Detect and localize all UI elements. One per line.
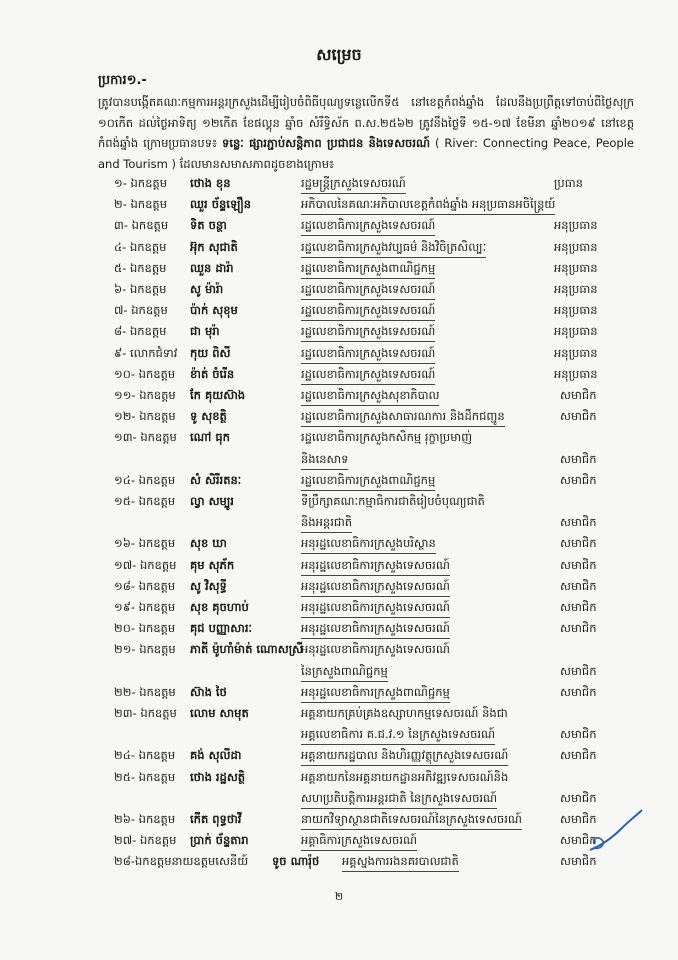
member-row	[0, 685, 678, 706]
member-role: សមាជិក	[560, 812, 597, 826]
member-position: រដ្ឋលេខាធិការក្រសួងសុខាភិបាល	[301, 388, 439, 406]
member-name: អ៊ុក សុជាតិ	[190, 239, 238, 254]
member-prefix: ១៧- ឯកឧត្តម	[114, 557, 177, 572]
member-row	[0, 388, 678, 409]
member-position: រដ្ឋលេខាធិការក្រសួងទេសចរណ៍	[301, 303, 435, 321]
member-name: ប្រាក់ ច័ន្ទតារា	[190, 833, 249, 848]
member-position: អគ្គនាយកគ្រប់គ្រងឧស្សាហកម្មទេសចរណ៍ និងជា	[301, 706, 508, 720]
member-row	[0, 494, 678, 536]
member-prefix: ២២- ឯកឧត្តម	[114, 684, 176, 699]
member-position: រដ្ឋលេខាធិការក្រសួងកសិកម្ម រុក្ខាប្រមាញ់	[301, 430, 473, 445]
member-prefix: ១២- ឯកឧត្តម	[114, 409, 176, 424]
member-name: ទិត ចន្ថា	[190, 218, 227, 233]
member-role: សមាជិក	[560, 663, 597, 678]
member-position: នាយកវិទ្យាស្ថានជាតិទេសចរណ៍នៃក្រសួងទេសចរណ៍	[301, 812, 522, 830]
member-role: សមាជិក	[560, 536, 597, 551]
member-role: សមាជិក	[560, 557, 597, 572]
paragraph-theme-english: ( River: Connecting Peace, People and Tourism )	[98, 136, 634, 171]
member-role: សមាជិក	[560, 684, 597, 699]
member-row	[0, 558, 678, 579]
member-row	[0, 430, 678, 472]
paragraph-text-start: ត្រូវបានបង្កើតគណៈកម្មការអន្តរក្រសួងដើម្បីរៀបចំពិធីបុណ្យទន្លេលើកទី៥ នៅខេត្តកំពង់ឆ្នាំង ដែលនឹងប្រព្រឹត្តទៅចាប់ពីថ្ងៃសុក្រ ១០កើត ដល់ថ្ងៃអាទិត្យ ១២កើត ខែផល្គុន ឆ្នាំច សំរឹទ្ធិស័ក ព.ស.២៥៦២ ត្រូវនឹងថ្ងៃទី ១៥-១៧ ខែមីនា ឆ្នាំ២០១៩ នៅខេត្តកំពង់ឆ្នាំង ក្រោមប្រធានបទ៖	[98, 95, 634, 150]
member-prefix: ២- ឯកឧត្តម	[114, 197, 168, 212]
member-row	[0, 536, 678, 557]
member-role: សមាជិក	[560, 515, 597, 530]
member-prefix: ១៣- ឯកឧត្តម	[114, 430, 177, 445]
member-prefix: ២៦- ឯកឧត្តម	[114, 812, 176, 826]
member-role: សមាជិក	[560, 388, 597, 402]
member-row	[0, 282, 678, 303]
member-prefix: ២៨-ឯកឧត្តមនាយឧត្តមសេនីយ៍	[114, 854, 249, 869]
member-prefix: ៣- ឯកឧត្តម	[114, 218, 169, 233]
member-name: ណៅ ធុក	[190, 430, 230, 445]
member-position: អនុរដ្ឋលេខាធិការក្រសួងទេសចរណ៍	[301, 642, 450, 657]
member-name: ប៉ាក់ សុខុម	[190, 303, 238, 318]
member-name: ទូ សុខត្ថិ	[190, 409, 227, 424]
member-name: កែ គុយស៊ាង	[190, 388, 246, 402]
paragraph-text-end: ដែលមានសមាសភាពដូចខាងក្រោម៖	[179, 156, 335, 171]
member-position: សហប្រតិបត្តិការអន្តរជាតិ នៃក្រសួងទេសចរណ៍	[301, 791, 497, 809]
member-row	[0, 346, 678, 367]
member-prefix: ១៨- ឯកឧត្តម	[114, 578, 176, 593]
member-position: អនុរដ្ឋលេខាធិការក្រសួងបរិស្ថាន	[301, 536, 436, 554]
member-position: អគ្គាធិការក្រសួងទេសចរណ៍	[301, 833, 417, 851]
member-prefix: ១- ឯកឧត្តម	[114, 176, 168, 190]
member-position: រដ្ឋលេខាធិការក្រសួងទេសចរណ៍	[301, 282, 435, 300]
member-name: សូ វិសុទ្ធី	[190, 578, 227, 593]
paragraph-theme-khmer: ទន្លេៈ ផ្សារភ្ជាប់សន្តិភាព ប្រជាជន និងទេសចរណ៍	[222, 136, 431, 150]
member-position: រដ្ឋលេខាធិការក្រសួងសាធារណការ និងដឹកជញ្ជូន	[301, 409, 505, 427]
member-prefix: ២៧- ឯកឧត្តម	[114, 833, 177, 848]
member-position: នៃក្រសួងពាណិជ្ជកម្ម	[301, 664, 388, 682]
member-row	[0, 812, 678, 833]
member-row	[0, 642, 678, 684]
member-role: សមាជិក	[560, 854, 597, 869]
member-row	[0, 621, 678, 642]
member-name: ឈួន ដារ៉ា	[190, 260, 234, 275]
member-prefix: ២៥- ឯកឧត្តម	[114, 769, 176, 784]
member-position: អនុរដ្ឋលេខាធិការក្រសួងទេសចរណ៍	[301, 600, 450, 618]
member-role: សមាជិក	[560, 833, 597, 848]
member-role: សមាជិក	[560, 578, 597, 593]
member-row	[0, 261, 678, 282]
member-row	[0, 748, 678, 769]
member-name: ថោង ខុន	[190, 176, 231, 190]
member-position: អភិបាលនៃគណៈអភិបាលខេត្តកំពង់ឆ្នាំង អនុប្រធានអចិន្ត្រៃយ៍	[301, 197, 555, 215]
member-prefix: ៧- ឯកឧត្តម	[114, 303, 168, 318]
member-position: អគ្គនាយករដ្ឋបាល និងហិរញ្ញវត្ថុក្រសួងទេសចរណ៍	[301, 748, 508, 766]
member-prefix: ២៣- ឯកឧត្តម	[114, 706, 177, 720]
member-row	[0, 770, 678, 812]
member-row	[0, 218, 678, 239]
member-role: អនុប្រធាន	[554, 345, 598, 360]
member-name: ជា មុរ៉ា	[190, 324, 220, 339]
member-position: អនុរដ្ឋលេខាធិការក្រសួងទេសចរណ៍	[301, 621, 450, 639]
member-position: អនុរដ្ឋលេខាធិការក្រសួងទេសចរណ៍	[301, 579, 450, 597]
member-name: ថោង រដ្ឋសត្ថិ	[190, 769, 246, 784]
signature-mark	[586, 806, 646, 856]
member-row	[0, 600, 678, 621]
member-name: គង់ សុលីដា	[190, 748, 242, 763]
member-prefix: ២១- ឯកឧត្តម	[114, 642, 176, 657]
member-position: រដ្ឋលេខាធិការក្រសួងពាណិជ្ជកម្ម	[301, 473, 435, 491]
member-role: អនុប្រធាន	[554, 218, 598, 233]
member-prefix: ១១- ឯកឧត្តម	[114, 388, 176, 402]
member-role: អនុប្រធាន	[554, 282, 598, 296]
intro-paragraph	[98, 92, 634, 174]
member-position: អនុរដ្ឋលេខាធិការក្រសួងទេសចរណ៍	[301, 558, 450, 576]
member-prefix: ៩- លោកជំទាវ	[114, 345, 178, 360]
member-row	[0, 833, 678, 854]
article-label: ប្រការ១.-	[98, 73, 147, 88]
member-prefix: ១៦- ឯកឧត្តម	[114, 536, 176, 551]
member-row	[0, 240, 678, 261]
member-prefix: ១៩- ឯកឧត្តម	[114, 600, 176, 614]
member-role: សមាជិក	[560, 621, 597, 636]
member-prefix: ២៤- ឯកឧត្តម	[114, 748, 176, 763]
member-row	[0, 854, 678, 875]
member-position: អគ្គស្នងការរងនគរបាលជាតិ	[342, 854, 459, 872]
member-position: រដ្ឋលេខាធិការក្រសួងវប្បធម៌ និងវិចិត្រសិល្បៈ	[301, 240, 486, 258]
member-prefix: ១៥- ឯកឧត្តម	[114, 494, 176, 508]
member-name: កុយ ពិសី	[190, 345, 231, 360]
member-name: គុជ បញ្ញាសារៈ	[190, 621, 253, 636]
member-name: ឈួរ ច័ន្ទឡឿន	[190, 197, 252, 212]
member-row	[0, 197, 678, 218]
member-role: សមាជិក	[560, 748, 597, 763]
member-role: សមាជិក	[560, 790, 597, 805]
member-row	[0, 706, 678, 748]
member-name: គុម សុភ័ក	[190, 557, 235, 572]
member-role: សមាជិក	[560, 409, 597, 424]
member-prefix: ៨- ឯកឧត្តម	[114, 324, 167, 339]
member-role: សមាជិក	[560, 600, 597, 614]
member-prefix: ១៤- ឯកឧត្តម	[114, 472, 176, 487]
member-position: អគ្គនាយកនៃអគ្គនាយកដ្ឋានអភិវឌ្ឍទេសចរណ៍និង	[301, 769, 509, 784]
member-position: និងនេសាទ	[301, 452, 348, 470]
member-name: សូ ម៉ារ៉ា	[190, 282, 224, 296]
member-prefix: ១០- ឯកឧត្តម	[114, 366, 176, 381]
member-prefix: ២០- ឯកឧត្តម	[114, 621, 176, 636]
member-name: លោម សាមុត	[190, 706, 249, 720]
member-prefix: ៥- ឯកឧត្តម	[114, 260, 167, 275]
member-name: សុខ ឃា	[190, 536, 227, 551]
member-row	[0, 367, 678, 388]
member-row	[0, 409, 678, 430]
member-name: ទូច ណារ៉ុថ	[272, 854, 320, 869]
member-row	[0, 324, 678, 345]
member-position: រដ្ឋលេខាធិការក្រសួងទេសចរណ៍	[301, 346, 435, 364]
member-role: អនុប្រធាន	[554, 366, 598, 381]
member-name: កើត ពុទ្ធថាវី	[190, 812, 242, 826]
member-name: ភាតី ម៉ូហាំម៉ាត់ ណោសស្រី	[190, 642, 304, 657]
member-prefix: ៤- ឯកឧត្តម	[114, 239, 167, 254]
member-name: សំ សិរីរតនៈ	[190, 472, 242, 487]
page-number: ២	[334, 890, 344, 903]
member-position: អគ្គលេខាធិការ គ.ជ.វ.១ នៃក្រសួងទេសចរណ៍	[301, 727, 495, 745]
member-name: ខ៉ាត់ ចំរើន	[190, 366, 235, 381]
member-role: សមាជិក	[560, 472, 597, 487]
member-position: រដ្ឋលេខាធិការក្រសួងទេសចរណ៍	[301, 324, 435, 342]
member-position: រដ្ឋលេខាធិការក្រសួងទេសចរណ៍	[301, 367, 435, 385]
member-position: ទីប្រឹក្សាគណៈកម្មាធិការជាតិរៀបចំបុណ្យជាតិ	[301, 494, 485, 508]
member-role: សមាជិក	[560, 727, 597, 742]
member-position: អនុរដ្ឋលេខាធិការក្រសួងពាណិជ្ជកម្ម	[301, 685, 450, 703]
member-row	[0, 303, 678, 324]
member-prefix: ៦- ឯកឧត្តម	[114, 282, 167, 296]
member-role: ប្រធាន	[554, 176, 583, 190]
member-name: សុខ គុចហាប់	[190, 600, 249, 614]
member-row	[0, 176, 678, 197]
member-role: សមាជិក	[560, 451, 597, 466]
member-name: ល្វា សម្បូរ	[190, 494, 234, 508]
member-row	[0, 579, 678, 600]
member-row	[0, 473, 678, 494]
document-title: សម្រេច	[316, 45, 362, 64]
member-position: និងអន្តរជាតិ	[301, 515, 352, 533]
member-role: អនុប្រធាន	[554, 260, 598, 275]
member-role: អនុប្រធាន	[554, 303, 598, 318]
member-position: រដ្ឋលេខាធិការក្រសួងពាណិជ្ជកម្ម	[301, 261, 435, 279]
member-role: អនុប្រធាន	[554, 239, 598, 254]
member-position: រដ្ឋមន្ត្រីក្រសួងទេសចរណ៍	[301, 176, 406, 194]
member-role: អនុប្រធាន	[554, 324, 598, 339]
member-position: រដ្ឋលេខាធិការក្រសួងទេសចរណ៍	[301, 218, 435, 236]
member-name: ស៊ាង ថៃ	[190, 684, 227, 699]
